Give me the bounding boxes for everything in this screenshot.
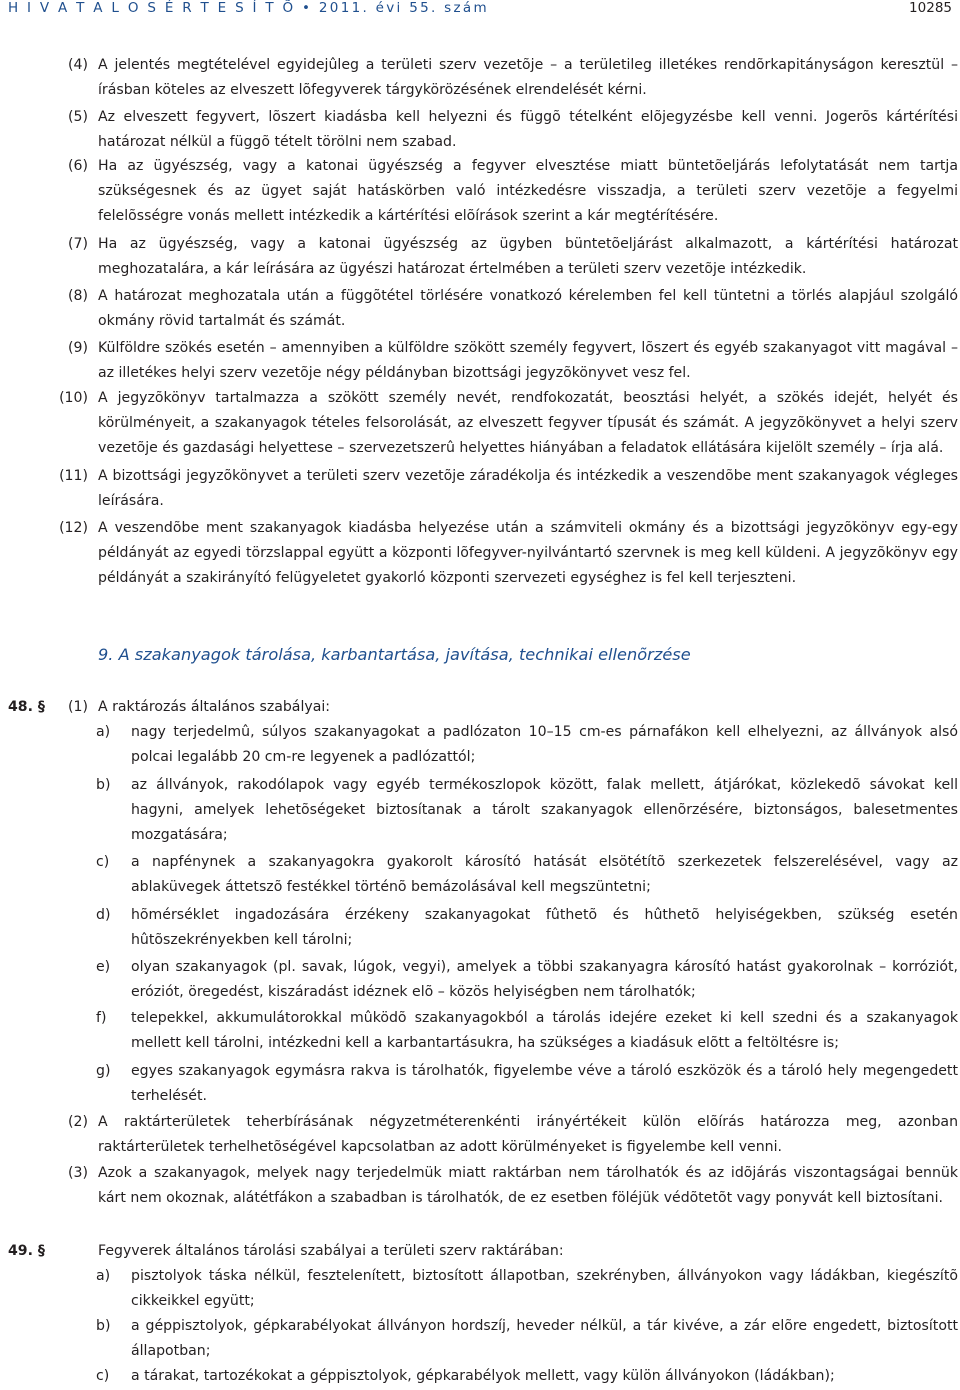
paragraph-number: (1)	[68, 699, 88, 715]
section-heading: 9. A szakanyagok tárolása, karbantartása, javítása, technikai ellenõrzése	[98, 645, 691, 664]
paragraph-number: (8)	[68, 288, 88, 304]
list-label: f)	[96, 1010, 107, 1026]
list-item-c: a tárakat, tartozékokat a géppisztolyok, gépkarabélyok mellett, vagy külön állványokon (ládákban);	[131, 1368, 835, 1384]
paragraph-10: A jegyzõkönyv tartalmazza a szökött személy nevét, rendfokozatát, beosztási helyét, a szökés idejét, helyét és körülményeit, a szakanyagok tételes felsorolását, az elveszett fegyver típusát és számát. A jegyzõkönyvet a helyi szerv vezetõje és gazdasági helyettese – szervezetszerû helyettes hiányában a feladatok ellátására kijelölt személy – írja alá.	[98, 390, 958, 456]
paragraph-number: (2)	[68, 1114, 88, 1130]
list-item-g: egyes szakanyagok egymásra rakva is tárolhatók, figyelembe véve a tároló eszközök és a tároló hely megengedett terhelését.	[131, 1063, 958, 1104]
paragraph-5: Az elveszett fegyvert, lõszert kiadásba kell helyezni és függõ tételként elõjegyzésbe kell venni. Jogerõs kártérítési határozat nélkül a függõ tételt törölni nem szabad.	[98, 109, 958, 150]
paragraph-8: A határozat meghozatala után a függõtétel törlésére vonatkozó kérelemben fel kell tüntetni a törlés alapjául szolgáló okmány rövid tartalmát és számát.	[98, 288, 958, 329]
list-label: c)	[96, 854, 110, 870]
paragraph-number: (10)	[59, 390, 88, 406]
list-label: c)	[96, 1368, 110, 1384]
paragraph-9: Külföldre szökés esetén – amennyiben a külföldre szökött személy fegyvert, lõszert és egyéb szakanyagot vitt magával – az illetékes helyi szerv vezetõje négy példányban bizottsági jegyzõkönyvet vesz fel.	[98, 340, 958, 381]
list-item-a: nagy terjedelmû, súlyos szakanyagokat a padlózaton 10–15 cm-es párnafákon kell elhelyezni, az állványok alsó polcai legalább 20 cm-re legyenek a padlózattól;	[131, 724, 958, 765]
paragraph-number: (5)	[68, 109, 88, 125]
page-number: 10285	[909, 0, 952, 16]
paragraph-12: A veszendõbe ment szakanyagok kiadásba helyezése után a számviteli okmány és a bizottsági jegyzõkönyv egy-egy példányát az egyedi törzslappal együtt a központi lõfegyver-nyilvántartó szervnek is meg kell küldeni. A jegyzõkönyv egy példányát a szakirányító felügyeletet gyakorló központi szervezeti egységhez is fel kell terjeszteni.	[98, 520, 958, 586]
paragraph-number: (6)	[68, 158, 88, 174]
list-item-b: az állványok, rakodólapok vagy egyéb termékoszlopok között, falak mellett, átjárókat, közlekedõ sávokat kell hagyni, amelyek lehetõségeket biztosítanak a tárolt szakanyagok ellenõrzésére, biztonságos, balesetmentes mozgatására;	[131, 777, 958, 843]
section-48-label: 48. §	[8, 699, 45, 715]
paragraph-number: (7)	[68, 236, 88, 252]
page-header	[8, 0, 952, 20]
paragraph-number: (4)	[68, 57, 88, 73]
paragraph-11: A bizottsági jegyzõkönyvet a területi szerv vezetõje záradékolja és intézkedik a veszendõbe ment szakanyagok végleges leírására.	[98, 468, 958, 509]
list-label: a)	[96, 1268, 111, 1284]
list-label: b)	[96, 1318, 111, 1334]
section-49-intro: Fegyverek általános tárolási szabályai a területi szerv raktárában:	[98, 1243, 564, 1259]
paragraph-number: (9)	[68, 340, 88, 356]
list-item-f: telepekkel, akkumulátorokkal mûködõ szakanyagokból a tárolás idejére ezeket ki kell szedni és a szakanyagok mellett kell tárolni, intézkedni kell a karbantartásukra, ha szükséges a kiadásuk elõtt a feltöltésre is;	[131, 1010, 958, 1051]
section-49-label: 49. §	[8, 1243, 45, 1259]
list-label: a)	[96, 724, 111, 740]
section-48-paragraph-3: Azok a szakanyagok, melyek nagy terjedelmük miatt raktárban nem tárolhatók és az idõjárás viszontagságai bennük kárt nem okoznak, alátétfákon a szabadban is tárolhatók, de ez esetben föléjük védõtetõt vagy ponyvát kell biztosítani.	[98, 1165, 958, 1206]
list-item-a: pisztolyok táska nélkül, fesztelenített, biztosított állapotban, szekrényben, állványokon vagy ládákban, kiegészítõ cikkeikkel együtt;	[131, 1268, 958, 1309]
list-item-b: a géppisztolyok, gépkarabélyokat állványon hordszíj, heveder nélkül, a tár kivéve, a zár elõre engedett, biztosított állapotban;	[131, 1318, 958, 1359]
section-48-intro: A raktározás általános szabályai:	[98, 699, 331, 715]
paragraph-4: A jelentés megtételével egyidejûleg a területi szerv vezetõje – a területileg illetékes rendõrkapitányságon keresztül – írásban köteles az elveszett lõfegyverek tárgykörözésének elrendelését kérni.	[98, 57, 958, 98]
list-label: d)	[96, 907, 111, 923]
list-item-e: olyan szakanyagok (pl. savak, lúgok, vegyi), amelyek a többi szakanyagra károsító hatást gyakorolnak – korróziót, eróziót, öregedést, kiszáradást idéznek elõ – közös helyiségben nem tárolhatók;	[131, 959, 958, 1000]
section-48-paragraph-2: A raktárterületek teherbírásának négyzetméterenkénti irányértékeit külön elõírás határozza meg, azonban raktárterületek terhelhetõségével kapcsolatban az adott körülményeket is figyelembe kell venni.	[98, 1114, 958, 1155]
list-item-d: hõmérséklet ingadozására érzékeny szakanyagokat fûthetõ és hûthetõ helyiségekben, szükség esetén hûtõszekrényekben kell tárolni;	[131, 907, 958, 948]
list-label: g)	[96, 1063, 111, 1079]
paragraph-7: Ha az ügyészség, vagy a katonai ügyészség az ügyben büntetõeljárást alkalmazott, a kártérítési határozat meghozatalára, a kár leírására az ügyészi határozat értelmében a területi szerv vezetõje intézkedik.	[98, 236, 958, 277]
paragraph-number: (3)	[68, 1165, 88, 1181]
paragraph-6: Ha az ügyészség, vagy a katonai ügyészség a fegyver elvesztése miatt büntetõeljárás lefolytatását nem tartja szükségesnek és az ügyet saját hatáskörben való intézkedésre visszadja, a területi szerv vezetõje a fegyelmi felelõsségre vonás mellett intézkedik a kártérítési elõírások szerint a kár megtérítésére.	[98, 158, 958, 224]
list-label: e)	[96, 959, 111, 975]
paragraph-number: (12)	[59, 520, 88, 536]
list-item-c: a napfénynek a szakanyagokra gyakorolt károsító hatását elsötétítõ szerkezetek felszerelésével, vagy az ablaküvegek áttetszõ festékkel történõ bemázolásával kell megszüntetni;	[131, 854, 958, 895]
list-label: b)	[96, 777, 111, 793]
paragraph-number: (11)	[59, 468, 88, 484]
journal-title: H I V A T A L O S É R T E S Í T Õ • 2011. évi 55. szám	[8, 0, 489, 16]
